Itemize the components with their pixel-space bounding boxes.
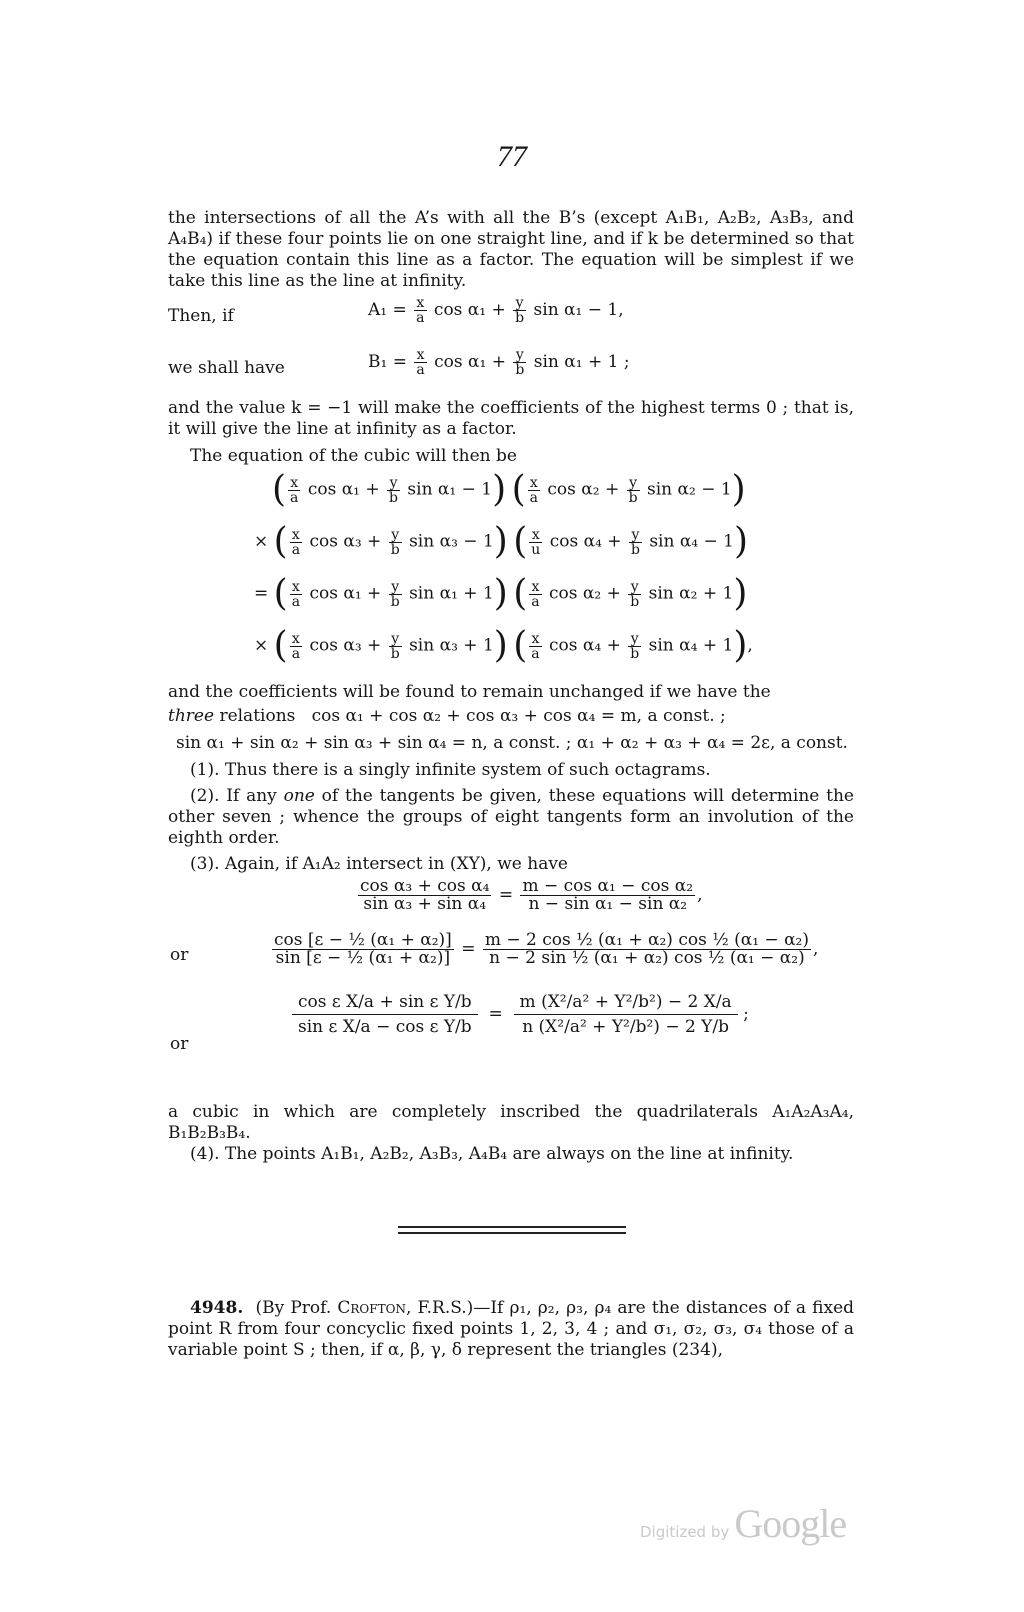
cubic-intro: The equation of the cubic will then be: [190, 446, 517, 466]
relations-sin-line: sin α₁ + sin α₂ + sin α₃ + sin α₄ = n, a const. ; α₁ + α₂ + α₃ + α₄ = 2ε, a const.: [176, 733, 848, 753]
cubic-row-1: ( $\frac{x}{a}$ cos α₁ + $\frac{y}{b}$ sin α₁ − 1) ( $\frac{x}{a}$ cos α₂ + $\frac{y}{b}$ sin α₂ − 1): [272, 469, 746, 510]
question-4948: 4948. (By Prof. Crofton, F.R.S.)—If ρ₁, ρ₂, ρ₃, ρ₄ are the distances of a fixed point R from four concyclic fixed points 1, 2, 3, 4 ; and σ₁, σ₂, σ₃, σ₄ those of a variable point S ; then, if α, β, γ, δ represent the triangles (234),: [168, 1298, 855, 1360]
equation-3a: $\frac{\text{cos α₃ + cos α₄}}{\text{sin α₃ + sin α₄}}$ = $\frac{\text{m − cos α₁ − cos α₂}}{\text{n − sin α₁ − sin α₂}}$ ,: [360, 876, 703, 914]
we-shall-have-label: we shall have: [168, 358, 285, 378]
paragraph-4: (4). The points A₁B₁, A₂B₂, A₃B₃, A₄B₄ are always on the line at infinity.: [190, 1144, 794, 1164]
section-rule-bottom: [398, 1232, 626, 1234]
intro-text: the intersections of all the A’s with all the B’s (except A₁B₁, A₂B₂, A₃B₃, and A₄B₄) if these four points lie on one straight line, and if k be determined so that the equation contain this line as a factor. The equation will be simplest if we take this line as the line at infinity.: [168, 208, 854, 291]
or-label-1: or: [170, 945, 189, 965]
question-number: 4948.: [190, 1298, 244, 1318]
equation-b1: B₁ = $\frac{x}{a}$ cos α₁ + $\frac{y}{b}$ sin α₁ + 1 ;: [368, 347, 630, 378]
intro-paragraph: [168, 208, 854, 292]
paragraph-2: (2). If any one of the tangents be given, these equations will determine the other seven ; whence the groups of eight tangents form an involution of the eighth order.: [168, 786, 854, 848]
section-rule-top: [398, 1226, 626, 1228]
or-label-2: or: [170, 1034, 189, 1054]
quadrilaterals-paragraph: a cubic in which are completely inscribed the quadrilaterals A₁A₂A₃A₄, B₁B₂B₃B₄.: [168, 1102, 854, 1143]
cubic-row-3: = ( $\frac{x}{a}$ cos α₁ + $\frac{y}{b}$ sin α₁ + 1) ( $\frac{x}{a}$ cos α₂ + $\frac{y}{b}$ sin α₂ + 1): [254, 573, 748, 614]
equation-3c: $\frac{\text{cos ε X/a + sin ε Y/b}}{\text{sin ε X/a − cos ε Y/b}}$ = $\frac{\text{m (X²/a² + Y²/b²) − 2 X/a}}{\text{n (X²/a² + Y²/b²) − 2 Y/b}}$ ;: [292, 990, 749, 1039]
cubic-row-2: × ( $\frac{x}{a}$ cos α₃ + $\frac{y}{b}$ sin α₃ − 1) ( $\frac{x}{u}$ cos α₄ + $\frac{y}{b}$ sin α₄ − 1): [254, 521, 749, 562]
coefficients-line: and the coefficients will be found to remain unchanged if we have the: [168, 682, 771, 702]
google-logo: Google: [734, 1501, 847, 1546]
relations-line: three relations cos α₁ + cos α₂ + cos α₃ + cos α₄ = m, a const. ;: [168, 706, 726, 726]
author-name: Crofton: [337, 1298, 406, 1318]
equation-a1: A₁ = $\frac{x}{a}$ cos α₁ + $\frac{y}{b}$ sin α₁ − 1,: [368, 295, 624, 326]
then-if-label: Then, if: [168, 306, 234, 326]
cubic-row-4: × ( $\frac{x}{a}$ cos α₃ + $\frac{y}{b}$ sin α₃ + 1) ( $\frac{x}{a}$ cos α₄ + $\frac{y}{b}$ sin α₄ + 1),: [254, 625, 753, 666]
value-paragraph: and the value k = −1 will make the coefficients of the highest terms 0 ; that is, it will give the line at infinity as a factor.: [168, 398, 854, 439]
paragraph-1: (1). Thus there is a singly infinite system of such octagrams.: [190, 760, 711, 780]
google-watermark: Digitized by Google: [640, 1501, 847, 1546]
page-number: 77: [497, 140, 527, 173]
equation-3b: $\frac{\text{cos [ε − ½ (α₁ + α₂)]}}{\text{sin [ε − ½ (α₁ + α₂)]}}$ = $\frac{\text{m − 2 cos ½ (α₁ + α₂) cos ½ (α₁ − α₂)}}{\text{n − 2 sin ½ (α₁ + α₂) cos ½ (α₁ − α₂)}}$ ,: [274, 930, 819, 968]
paragraph-3: (3). Again, if A₁A₂ intersect in (XY), we have: [190, 854, 568, 874]
